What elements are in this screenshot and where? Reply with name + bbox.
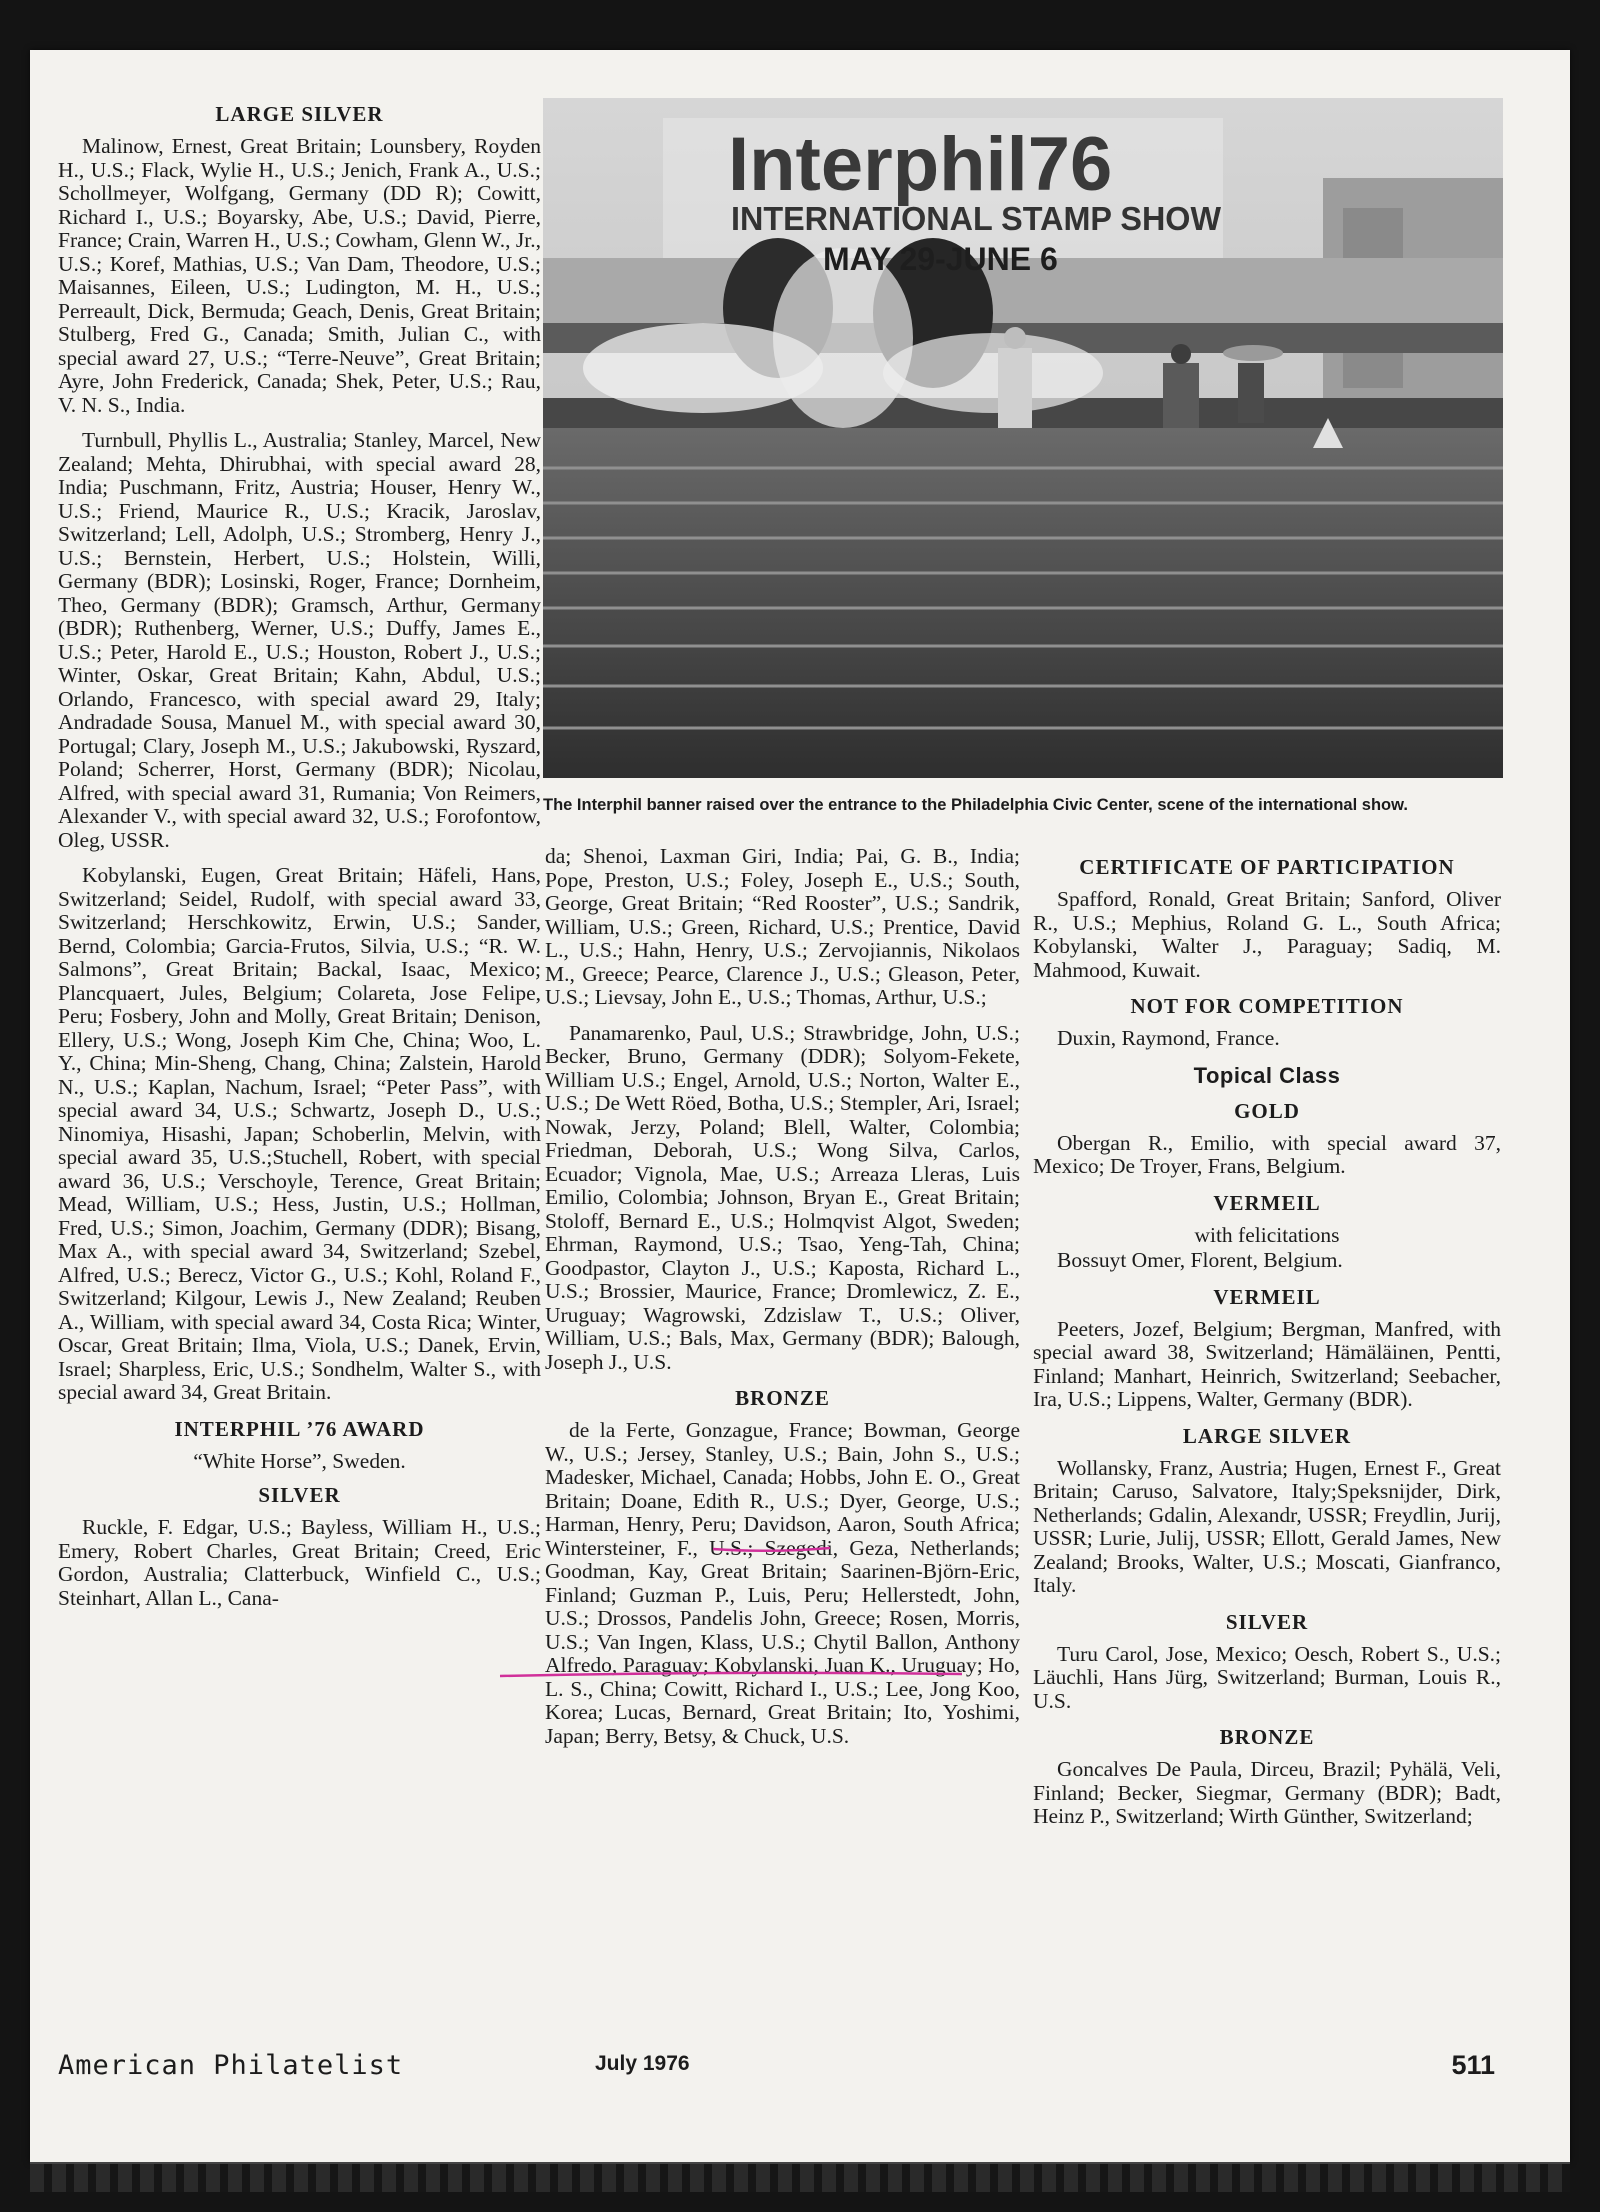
award-list-paragraph: Ruckle, F. Edgar, U.S.; Bayless, William H., U.S.; Emery, Robert Charles, Great Britain; Creed, Eric Gordon, Australia; Clatterbuck, Winfield C., U.S.; Steinhart, Allan L., Cana- — [58, 1515, 541, 1610]
award-list-paragraph: Turu Carol, Jose, Mexico; Oesch, Robert S., U.S.; Läuchli, Hans Jürg, Switzerland; Burman, Louis R., U.S. — [1033, 1641, 1501, 1713]
right-column — [1033, 845, 1501, 1841]
middle-column — [545, 845, 1020, 1760]
centered-entry: with felicitations — [1194, 1222, 1340, 1247]
award-list-paragraph: Wollansky, Franz, Austria; Hugen, Ernest F., Great Britain; Caruso, Salvatore, Italy;Speksnijder, Dirk, Netherlands; Gdalin, Alexandr, USSR; Freydlin, Jurij, USSR; Lurie, Julij, USSR; Ellott, Gerald James, New Zealand; Brooks, Walter, U.S.; Moscati, Gianfranco, Italy. — [1033, 1455, 1501, 1597]
section-heading: LARGE SILVER — [215, 102, 384, 126]
page-number: 511 — [1451, 2050, 1495, 2080]
award-list-paragraph: Peeters, Jozef, Belgium; Bergman, Manfred, with special award 38, Switzerland; Hämäläinen, Pentti, Finland; Manhart, Heinrich, Switzerland; Seebacher, Ira, U.S.; Lippens, Walter, Germany (BDR). — [1033, 1316, 1501, 1411]
award-list-paragraph: Panamarenko, Paul, U.S.; Strawbridge, John, U.S.; Becker, Bruno, Germany (DDR); Solyom-Fekete, William U.S.; Engel, Arnold, U.S.; Norton, Walter E., U.S.; De Wett Röed, Botha, U.S.; Stempler, Ari, Israel; Nowak, Jerzy, Poland; Blell, Walter, Colombia; Friedman, Deborah, U.S.; Wong Silva, Carlos, Ecuador; Vignola, Mae, U.S.; Arreaza Lleras, Luis Emilio, Colombia; Johnson, Bryan E., Great Britain; Stoloff, Bernard E., U.S.; Holmqvist Algot, Sweden; Ehrman, Raymond, U.S.; Tsao, Yeng-Tah, China; Goodpastor, Clayton J., U.S.; Kaposta, Richard L., U.S.; Brossier, Maurice, France; Dromlewicz, Z. E., Uruguay; Wagrowski, Zdzislaw T., U.S.; Oliver, William, U.S.; Bals, Max, Germany (BDR); Balough, Joseph J., U.S. — [545, 1020, 1020, 1374]
section-heading: SILVER — [258, 1483, 341, 1507]
banner-subtitle: INTERNATIONAL STAMP SHOW — [731, 200, 1222, 237]
section-heading: INTERPHIL ’76 AWARD — [174, 1416, 425, 1441]
section-heading: VERMEIL — [1213, 1284, 1321, 1309]
section-heading: GOLD — [1234, 1098, 1300, 1123]
scan-border-strip — [30, 2162, 1570, 2192]
photo-illustration — [543, 98, 1503, 778]
banner-dates: MAY 29-JUNE 6 — [823, 241, 1058, 277]
award-list-paragraph: Obergan R., Emilio, with special award 37, Mexico; De Troyer, Frans, Belgium. — [1033, 1130, 1501, 1178]
award-list-paragraph: de la Ferte, Gonzague, France; Bowman, George W., U.S.; Jersey, Stanley, U.S.; Bain, John S., U.S.; Madesker, Michael, Canada; Hobbs, John E. O., Great Britain; Doane, Edith R., U.S.; Dyer, George, U.S.; Harman, Henry, Peru; Davidson, Aaron, South Africa; Wintersteiner, F., U.S.; Szegedi, Geza, Netherlands; Goodman, Kay, Great Britain; Saarinen-Björn-Eric, Finland; Guzman P., Luis, Peru; Hellerstedt, John, U.S.; Drossos, Pandelis John, Greece; Rosen, Morris, U.S.; Van Ingen, Klass, U.S.; Chytil Ballon, Anthony Alfredo, Paraguay; Kobylanski, Juan K., Uruguay; Ho, L. S., China; Cowitt, Richard I., U.S.; Lee, Jong Koo, Korea; Lucas, Bernard, Great Britain; Ito, Yoshimi, Japan; Berry, Betsy, & Chuck, U.S. — [545, 1418, 1020, 1748]
award-list-paragraph: Goncalves De Paula, Dirceu, Brazil; Pyhälä, Veli, Finland; Becker, Siegmar, Germany (BDR); Badt, Heinz P., Switzerland; Wirth Günther, Switzerland; — [1033, 1757, 1501, 1828]
page-footer — [30, 2050, 1570, 2090]
publication-name: American Philatelist — [58, 2050, 404, 2081]
section-heading: CERTIFICATE OF PARTICIPATION — [1079, 855, 1455, 879]
left-column — [58, 92, 541, 1622]
award-list-paragraph: Kobylanski, Eugen, Great Britain; Häfeli, Hans, Switzerland; Seidel, Rudolf, with special award 33, Switzerland; Herschkowitz, Erwin, U.S.; Sander, Bernd, Colombia; Garcia-Frutos, Silvia, U.S.; “R. W. Salmons”, Great Britain; Backal, Isaac, Mexico; Plancquaert, Jules, Belgium; Colareta, Jose Felipe, Peru; Fosbery, John and Molly, Great Britain; Denison, Ellery, U.S.; Wong, Joseph Kim Che, China; Woo, L. Y., China; Min-Sheng, Chang, China; Zalstein, Harold N., U.S.; Kaplan, Nachum, Israel; “Peter Pass”, with special award 34, U.S.; Schwartz, Joseph D., U.S.; Ninomiya, Hisashi, Japan; Schoberlin, Melvin, with special award 35, U.S.;Stuchell, Robert, with special award 36, U.S.; Verschoyle, Terence, Great Britain; Mead, William, U.S.; Hess, Justin, U.S.; Hollman, Fred, U.S.; Simon, Joachim, Germany (DDR); Bisang, Max A., with special award 34, Switzerland; Szebel, Alfred, U.S.; Berecz, Victor G., U.S.; Kohl, Roland F., Switzerland; Kilgour, Lewis J., New Zealand; Reuben A., William, with special award 34, Costa Rica; Winter, Oscar, Great Britain; Ilma, Viola, U.S.; Danek, Ervin, Israel; Sharpless, Eric, U.S.; Sondhelm, Walter S., with special award 34, Great Britain. — [58, 863, 541, 1404]
section-heading: BRONZE — [735, 1386, 830, 1410]
centered-entry: “White Horse”, Sweden. — [193, 1448, 406, 1473]
photo-caption: The Interphil banner raised over the entrance to the Philadelphia Civic Center, scene of the international show. — [543, 796, 1408, 814]
award-list-paragraph: Duxin, Raymond, France. — [1057, 1026, 1280, 1050]
issue-date: July 1976 — [595, 2052, 690, 2075]
award-list-paragraph: Spafford, Ronald, Great Britain; Sanford, Oliver R., U.S.; Mephius, Roland G. L., South Africa; Kobylanski, Walter J., Paraguay; Sadiq, M. Mahmood, Kuwait. — [1033, 887, 1501, 982]
section-heading: Topical Class — [1193, 1062, 1341, 1088]
banner-title: Interphil76 — [728, 122, 1113, 207]
award-list-paragraph: Malinow, Ernest, Great Britain; Lounsbery, Royden H., U.S.; Flack, Wylie H., U.S.; Jenich, Frank A., U.S.; Schollmeyer, Wolfgang, Germany (DD R); Cowitt, Richard I., U.S.; Boyarsky, Abe, U.S.; David, Pierre, France; Crain, Warren H., U.S.; Cowham, Glenn W., Jr., U.S.; Koref, Mathias, U.S.; Van Dam, Theodore, U.S.; Maisannes, Eileen, U.S.; Ludington, M. H., U.S.; Perreault, Dick, Bermuda; Geach, Denis, Great Britain; Stulberg, Fred G., Canada; Smith, Julian C., with special award 27, U.S.; “Terre-Neuve”, Great Britain; Ayre, John Frederick, Canada; Shek, Peter, U.S.; Rau, V. N. S., India. — [58, 134, 541, 417]
interphil-photo — [543, 98, 1503, 778]
section-heading: BRONZE — [1219, 1725, 1315, 1749]
section-heading: VERMEIL — [1213, 1190, 1321, 1215]
section-heading: LARGE SILVER — [1182, 1423, 1352, 1448]
section-heading: NOT FOR COMPETITION — [1130, 994, 1404, 1018]
magazine-page — [30, 50, 1570, 2162]
award-list-paragraph: Bossuyt Omer, Florent, Belgium. — [1057, 1248, 1343, 1272]
award-list-paragraph: Turnbull, Phyllis L., Australia; Stanley, Marcel, New Zealand; Mehta, Dhirubhai, with special award 28, India; Puschmann, Fritz, Austria; Houser, Henry W., U.S.; Friend, Maurice R., U.S.; Kracik, Jaroslav, Switzerland; Lell, Adolph, U.S.; Stromberg, Henry J., U.S.; Bernstein, Herbert, U.S.; Holstein, Willi, Germany (BDR); Losinski, Roger, France; Dornheim, Theo, Germany (BDR); Gramsch, Arthur, Germany (BDR); Ruthenberg, Werner, U.S.; Duffy, James E., U.S.; Peter, Harold E., U.S.; Houston, Robert J., U.S.; Winter, Oskar, Great Britain; Kahn, Abdul, U.S.; Orlando, Francesco, with special award 29, Italy; Andradade Sousa, Manuel M., with special award 30, Portugal; Clary, Joseph M., U.S.; Jakubowski, Ryszard, Poland; Scherrer, Horst, Germany (BDR); Nicolau, Alfred, with special award 31, Rumania; Von Reimers, Alexander V., with special award 32, U.S.; Forofontow, Oleg, USSR. — [58, 428, 541, 852]
section-heading: SILVER — [1225, 1609, 1309, 1634]
award-list-paragraph: da; Shenoi, Laxman Giri, India; Pai, G. B., India; Pope, Preston, U.S.; Foley, Joseph E., U.S.; South, George, Great Britain; “Red Rooster”, U.S.; Sandrik, William, U.S.; Green, Richard, U.S.; Prentice, David L., U.S.; Hahn, Henry, U.S.; Zervojiannis, Nikolaos M., Greece; Pearce, Clarence J., U.S.; Gleason, Peter, U.S.; Lievsay, John E., U.S.; Thomas, Arthur, U.S.; — [545, 844, 1020, 1009]
